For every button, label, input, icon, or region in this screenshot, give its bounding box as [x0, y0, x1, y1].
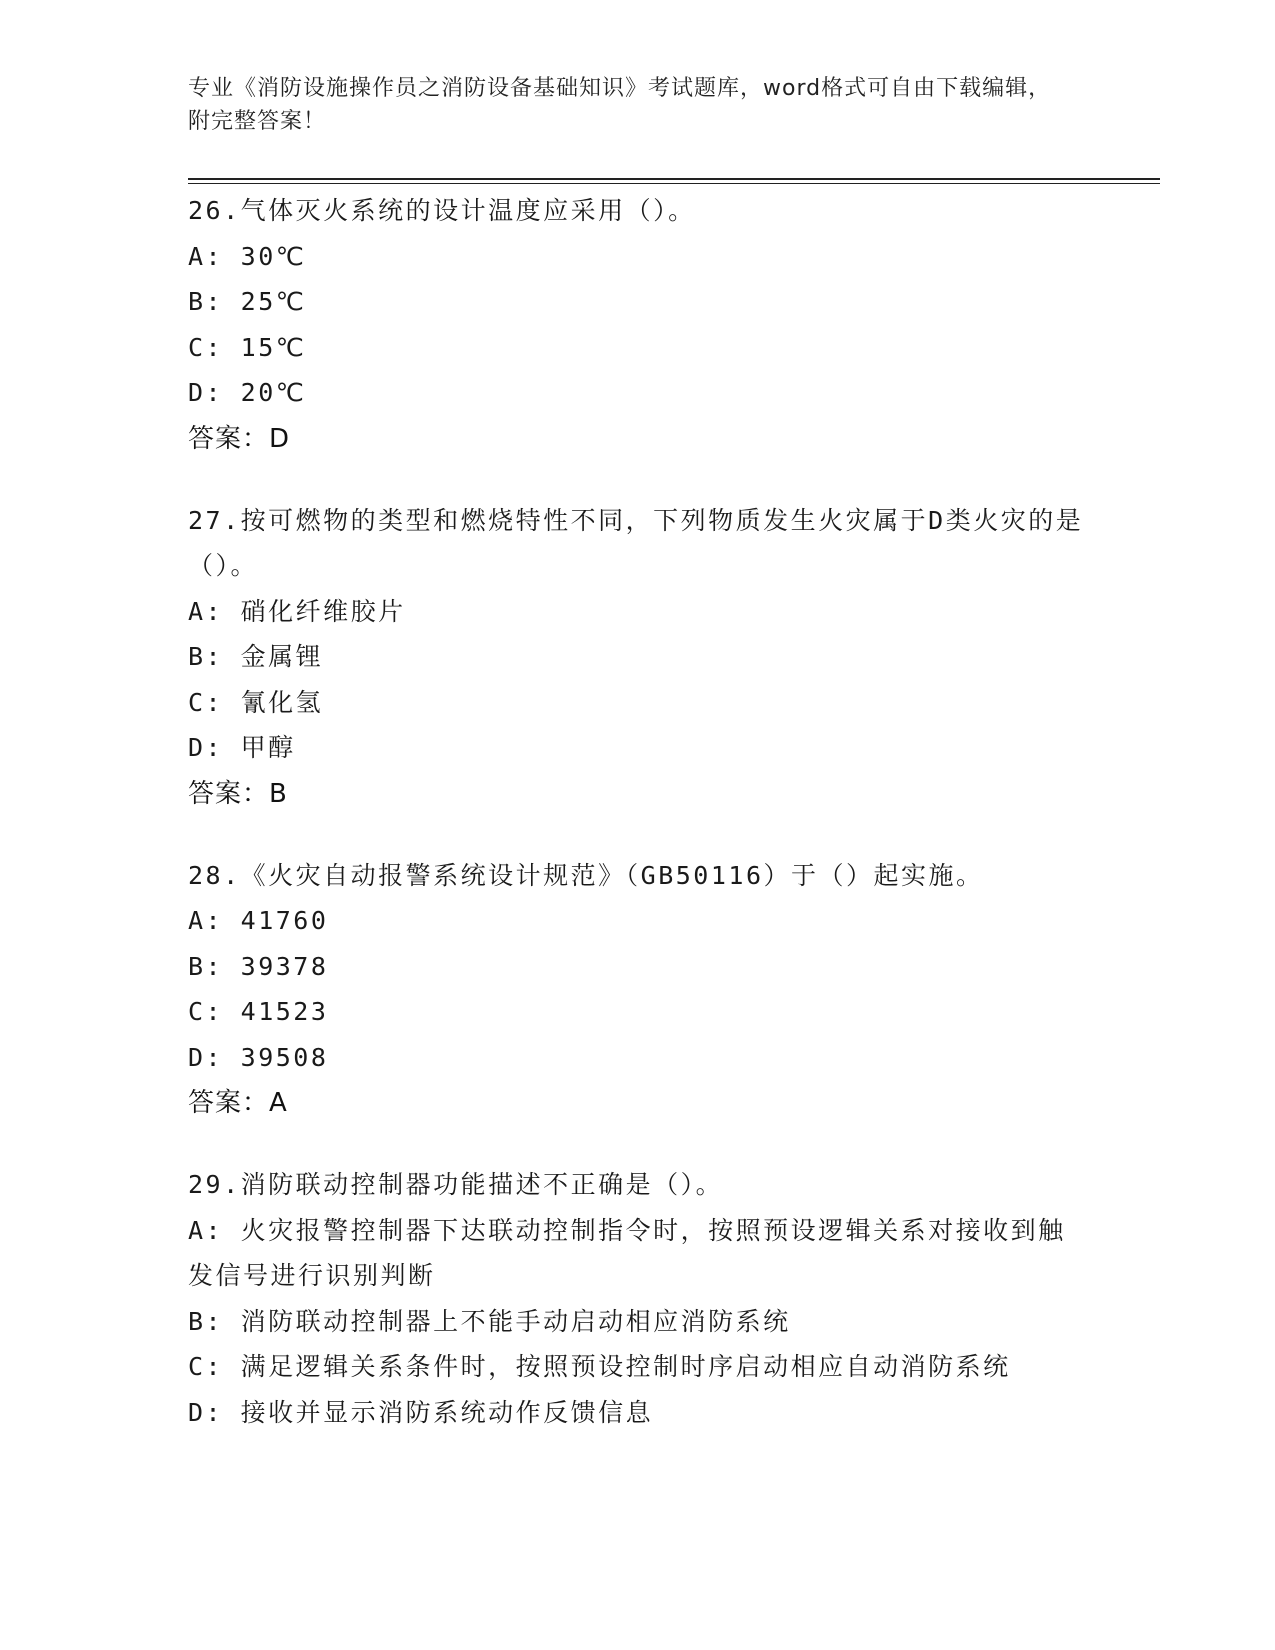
option-a: A: 火灾报警控制器下达联动控制指令时，按照预设逻辑关系对接收到触发信号进行识别判断: [188, 1215, 1066, 1290]
option-d: D: 接收并显示消防系统动作反馈信息: [188, 1397, 654, 1427]
question-stem: 28.《火灾自动报警系统设计规范》（GB50116）于（）起实施。: [188, 860, 984, 890]
question-stem: 29.消防联动控制器功能描述不正确是（）。: [188, 1170, 724, 1199]
option-d: D: 20℃: [188, 378, 307, 407]
option-d: D: 39508: [188, 1042, 329, 1072]
option-d: D: 甲醇: [188, 733, 296, 762]
option-b: B: 25℃: [188, 287, 307, 316]
question-27: [188, 498, 1088, 817]
question-26: [188, 188, 1088, 462]
question-stem: 27.按可燃物的类型和燃烧特性不同，下列物质发生火灾属于D类火灾的是（）。: [188, 505, 1084, 580]
option-a: A: 30℃: [188, 241, 307, 271]
option-c: C: 氰化氢: [188, 687, 324, 717]
option-c: C: 满足逻辑关系条件时，按照预设控制时序启动相应自动消防系统: [188, 1352, 1011, 1381]
option-a: A: 硝化纤维胶片: [188, 596, 406, 626]
option-c: C: 41523: [188, 997, 329, 1026]
header-divider-thick: [188, 178, 1160, 180]
option-b: B: 消防联动控制器上不能手动启动相应消防系统: [188, 1306, 791, 1336]
option-b: B: 39378: [188, 951, 329, 981]
question-28: [188, 853, 1088, 1127]
option-a: A: 41760: [188, 906, 329, 935]
option-c: C: 15℃: [188, 332, 307, 362]
document-header: 专业《消防设施操作员之消防设备基础知识》考试题库，word格式可自由下载编辑，附完整答案！: [188, 76, 1052, 134]
answer-label: 答案：B: [188, 778, 288, 809]
option-b: B: 金属锂: [188, 642, 324, 671]
answer-label: 答案：A: [188, 1088, 288, 1118]
question-stem: 26.气体灭火系统的设计温度应采用（）。: [188, 196, 696, 225]
question-list: [188, 188, 1088, 1471]
answer-label: 答案：D: [188, 423, 291, 454]
header-divider-thin: [188, 183, 1160, 184]
question-29: [188, 1162, 1088, 1435]
